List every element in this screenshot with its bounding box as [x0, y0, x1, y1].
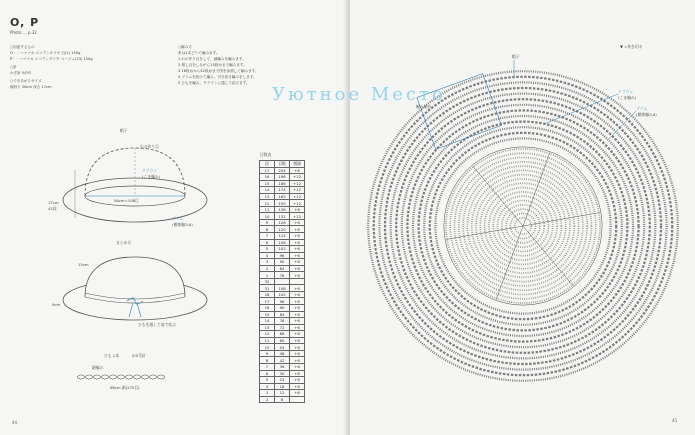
table-cell: +6: [290, 298, 305, 305]
table-cell: 78: [275, 318, 290, 325]
tie-label: ひもを通して前で結ぶ: [138, 322, 176, 327]
hat-schematic-diagram: [55, 130, 215, 235]
chart-legend: ▼ =糸を切る: [620, 44, 643, 49]
table-row: [260, 187, 305, 194]
table-cell: +6: [290, 324, 305, 331]
instruction-line: 2 増し目をしながら15段めまで編みます。: [178, 63, 247, 67]
table-row: [260, 272, 305, 279]
instruction-line: 4 ブリムを続けて編み、引き抜き編みをします。: [178, 75, 257, 79]
table-row: [260, 226, 305, 233]
table-cell: 2: [260, 265, 275, 272]
table-row: [260, 357, 305, 364]
table-cell: 目数: [275, 161, 290, 168]
materials-heading: ○用意するもの: [10, 45, 35, 49]
chart-crown-sublabel: (こま編み): [618, 95, 637, 100]
increase-guide-line: [523, 213, 600, 226]
table-row: [260, 396, 305, 403]
cord-hook: 5/0号針: [132, 353, 146, 358]
table-cell: 7: [260, 233, 275, 240]
table-cell: 5: [260, 246, 275, 253]
table-cell: 7: [260, 363, 275, 370]
table-cell: 162: [275, 193, 290, 200]
tool: かぎ針 5/0号: [10, 71, 32, 75]
table-cell: 17: [260, 298, 275, 305]
table-row: [260, 252, 305, 259]
table-cell: +6: [290, 291, 305, 298]
table-cell: 90: [275, 305, 290, 312]
table-row: [260, 305, 305, 312]
table-cell: 186: [275, 180, 290, 187]
instruction-line: 1 わの作り目をして、細編みを編みます。: [178, 57, 246, 61]
table-cell: 30: [275, 370, 290, 377]
page-number-right: 45: [672, 418, 678, 423]
table-cell: 13: [260, 324, 275, 331]
table-cell: +12: [290, 174, 305, 181]
right-page: [350, 0, 695, 435]
instruction-line: 3 16段めから42段めまで図を参照して編みます。: [178, 69, 259, 73]
table-cell: +6: [290, 272, 305, 279]
page-number-left: 44: [12, 420, 18, 425]
table-cell: 66: [275, 331, 290, 338]
table-cell: 増減: [290, 161, 305, 168]
table-cell: 4: [260, 252, 275, 259]
table-cell: 段: [260, 161, 275, 168]
table-cell: 3: [260, 390, 275, 397]
table-row: [260, 193, 305, 200]
table-cell: +6: [290, 318, 305, 325]
table-cell: 8: [260, 357, 275, 364]
table-cell: 108: [275, 239, 290, 246]
table-header-row: [260, 161, 305, 168]
tool-heading: ○針: [10, 65, 17, 69]
table-cell: 72: [275, 324, 290, 331]
watermark-text: Уютное Место: [272, 84, 446, 105]
table-cell: 42: [275, 357, 290, 364]
table-row: [260, 311, 305, 318]
table-cell: 11: [260, 337, 275, 344]
table-cell: 32: [260, 278, 275, 285]
table-cell: 3: [260, 259, 275, 266]
table-cell: 9: [260, 219, 275, 226]
table-cell: 12: [260, 200, 275, 207]
table-cell: 60: [275, 337, 290, 344]
table-cell: +12: [290, 200, 305, 207]
table-cell: 36: [275, 363, 290, 370]
table-cell: 8: [260, 226, 275, 233]
table-cell: 13: [260, 193, 275, 200]
instruction-line: 5 ひもを編み、クラウンに通して結びます。: [178, 81, 250, 85]
table-cell: 1: [260, 272, 275, 279]
width-label: 9cm: [52, 302, 61, 307]
top-start-label: わの作り目: [140, 144, 159, 149]
table-cell: 16: [260, 174, 275, 181]
cord-stitch-label: 鎖編み: [92, 365, 104, 370]
brim-label: ブリム: [172, 216, 184, 221]
table-cell: +6: [290, 246, 305, 253]
table-cell: 4: [260, 383, 275, 390]
table-cell: 198: [275, 174, 290, 181]
table-row: [260, 324, 305, 331]
table-row: [260, 350, 305, 357]
table-cell: 138: [275, 206, 290, 213]
table-cell: +6: [290, 233, 305, 240]
row-table-title: 目数表: [260, 152, 272, 157]
table-cell: 24: [275, 377, 290, 384]
table-cell: +12: [290, 180, 305, 187]
table-cell: +6: [290, 383, 305, 390]
table-cell: 12: [260, 331, 275, 338]
table-cell: +6: [290, 206, 305, 213]
table-cell: +6: [290, 350, 305, 357]
table-row: [260, 291, 305, 298]
brim-sublabel: (模様編みA): [172, 222, 193, 227]
table-cell: 132: [275, 213, 290, 220]
table-row: [260, 174, 305, 181]
table-cell: +6: [290, 285, 305, 292]
table-cell: 15: [260, 180, 275, 187]
table-row: [260, 363, 305, 370]
table-cell: +6: [290, 377, 305, 384]
table-row: [260, 344, 305, 351]
table-cell: 2: [260, 396, 275, 403]
chart-start-label: 編み始め: [416, 104, 432, 109]
table-row: [260, 298, 305, 305]
table-cell: 120: [275, 226, 290, 233]
table-cell: 14: [260, 187, 275, 194]
depth-label: 17cm: [48, 200, 59, 205]
table-cell: +6: [290, 337, 305, 344]
table-row: [260, 206, 305, 213]
table-cell: 6: [275, 396, 290, 403]
table-cell: 18: [260, 291, 275, 298]
table-cell: 12: [275, 390, 290, 397]
table-row: [260, 200, 305, 207]
table-cell: 114: [275, 233, 290, 240]
table-row: [260, 390, 305, 397]
table-cell: 10: [260, 344, 275, 351]
rows-label: 42段: [48, 206, 57, 211]
table-cell: 14: [260, 318, 275, 325]
chart-top-label: 帽子: [512, 54, 520, 59]
table-cell: +6: [290, 219, 305, 226]
table-cell: 84: [275, 265, 290, 272]
height-label: 15cm: [78, 262, 89, 267]
photo-reference: Photo … p.32: [10, 30, 37, 35]
table-row: [260, 233, 305, 240]
table-row: [260, 219, 305, 226]
table-cell: 108: [275, 285, 290, 292]
table-row: [260, 383, 305, 390]
table-cell: +6: [290, 331, 305, 338]
table-cell: 102: [275, 246, 290, 253]
assembly-title: まとめ方: [116, 240, 132, 245]
table-cell: +6: [290, 311, 305, 318]
table-cell: 126: [275, 219, 290, 226]
table-cell: 84: [275, 311, 290, 318]
table-row: [260, 167, 305, 174]
table-cell: 102: [275, 291, 290, 298]
table-cell: +6: [290, 226, 305, 233]
chart-crown-label: クラウン: [618, 89, 634, 94]
table-row: [260, 259, 305, 266]
table-cell: 6: [260, 239, 275, 246]
table-cell: 17: [260, 167, 275, 174]
chart-brim-label: ブリム: [636, 106, 648, 111]
circumference-label: 56cm=108目: [114, 198, 139, 203]
table-cell: 18: [275, 383, 290, 390]
table-cell: 5: [260, 377, 275, 384]
table-row: [260, 377, 305, 384]
table-cell: +6: [290, 239, 305, 246]
table-cell: 6: [260, 370, 275, 377]
chain-cord-diagram: [75, 372, 170, 382]
table-cell: +6: [290, 357, 305, 364]
table-row: [260, 180, 305, 187]
table-cell: 48: [275, 350, 290, 357]
table-row: [260, 239, 305, 246]
cord-title: ひも 1本: [104, 353, 120, 358]
table-cell: 204: [275, 167, 290, 174]
crown-label: クラウン: [142, 168, 158, 173]
table-cell: 31: [260, 285, 275, 292]
table-cell: +6: [290, 305, 305, 312]
table-cell: +6: [290, 259, 305, 266]
table-row: [260, 246, 305, 253]
table-cell: 11: [260, 206, 275, 213]
table-cell: +12: [290, 193, 305, 200]
finished-hat-diagram: [55, 245, 215, 335]
table-row: [260, 370, 305, 377]
table-cell: 15: [260, 311, 275, 318]
instructions-heading: ○編み方: [178, 45, 192, 49]
table-row: [260, 337, 305, 344]
pattern-title: O, P: [10, 16, 40, 29]
table-row: [260, 331, 305, 338]
table-cell: +6: [290, 252, 305, 259]
table-cell: 10: [260, 213, 275, 220]
table-cell: +6: [290, 363, 305, 370]
table-row: [260, 318, 305, 325]
left-page: [0, 0, 347, 435]
table-cell: +6: [290, 390, 305, 397]
cord-length: 98cm 鎖(275目): [110, 385, 140, 390]
table-cell: 90: [275, 259, 290, 266]
table-row: [260, 285, 305, 292]
table-cell: 9: [260, 350, 275, 357]
table-cell: 96: [275, 298, 290, 305]
table-cell: 16: [260, 305, 275, 312]
table-row: [260, 213, 305, 220]
table-cell: 174: [275, 187, 290, 194]
table-cell: +6: [290, 265, 305, 272]
table-cell: +12: [290, 213, 305, 220]
instruction-line: 糸は1本どりで編みます。: [178, 51, 220, 55]
chart-brim-sublabel: (模様編みA): [636, 112, 657, 117]
table-cell: +6: [290, 344, 305, 351]
yarn-o: O・・ハマナカ エコアンダリヤ 白(1) 150g: [10, 51, 81, 55]
yarn-p: P・・ハマナカ エコアンダリヤ ベージュ(23) 150g: [10, 57, 93, 61]
table-cell: 78: [275, 272, 290, 279]
size-heading: ○できあがりサイズ: [10, 79, 42, 83]
table-cell: +6: [290, 167, 305, 174]
table-row: [260, 265, 305, 272]
table-cell: 96: [275, 252, 290, 259]
crown-sublabel: (こま編み): [142, 174, 161, 179]
table-cell: +12: [290, 187, 305, 194]
table-cell: 54: [275, 344, 290, 351]
table-cell: +6: [290, 370, 305, 377]
table-cell: 150: [275, 200, 290, 207]
table-cell: [290, 396, 305, 403]
size: 頭回り 56cm 深さ 17cm: [10, 85, 52, 89]
hat-title: 帽子: [120, 128, 128, 133]
stitch-count-table: [259, 160, 305, 403]
